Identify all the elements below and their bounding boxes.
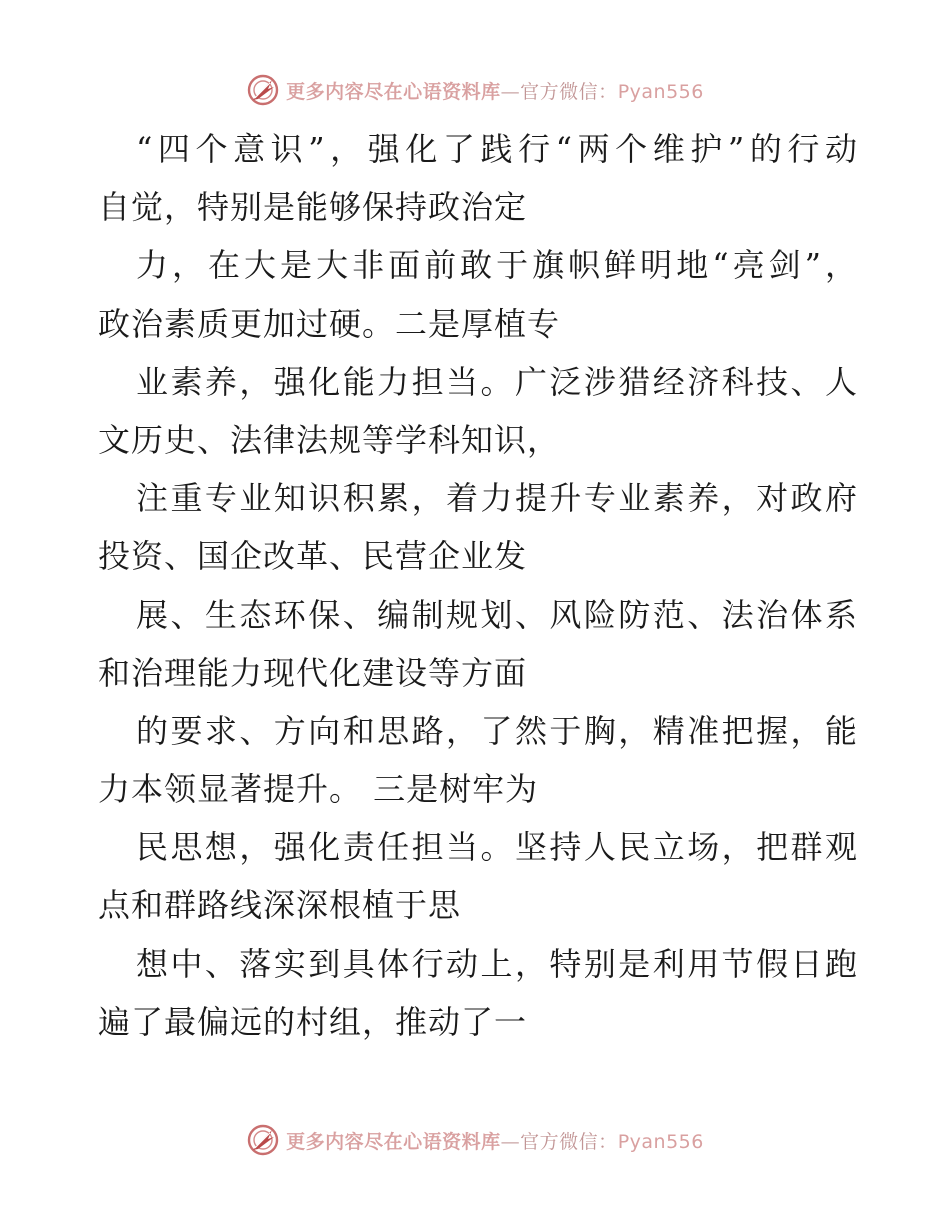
banner-wechat-label: 官方微信： <box>520 80 618 103</box>
text-line: 力，在大是大非面前敢于旗帜鲜明地“亮剑”， <box>136 246 858 285</box>
text-line: 点和群路线深深根植于思 <box>98 886 462 925</box>
document-body <box>98 120 858 1051</box>
text-line: 投资、国企改革、民营企业发 <box>98 537 528 576</box>
text-line: “四个意识”，强化了践行“两个维护”的行动 <box>136 130 858 168</box>
banner-main-text: 更多内容尽在心语资料库 <box>286 1130 501 1153</box>
text-line: 想中、落实到具体行动上，特别是利用节假日跑 <box>136 944 858 983</box>
text-line: 展、生态环保、编制规划、风险防范、法治体系 <box>136 595 858 634</box>
text-line: 的要求、方向和思路，了然于胸，精准把握，能 <box>136 711 858 750</box>
text-line: 业素养，强化能力担当。广泛涉猎经济科技、人 <box>136 362 858 401</box>
text-line: 注重专业知识积累，着力提升专业素养，对政府 <box>136 479 858 518</box>
banner-dash: — <box>500 80 521 103</box>
banner-dash: — <box>500 1130 521 1153</box>
banner-wechat-id: Pyan556 <box>617 1130 704 1153</box>
text-line: 自觉，特别是能够保持政治定 <box>98 188 528 227</box>
feather-logo-icon <box>246 1123 280 1157</box>
feather-logo-icon <box>246 73 280 107</box>
banner-wechat-label: 官方微信： <box>520 1130 618 1153</box>
text-line: 民思想，强化责任担当。坚持人民立场，把群观 <box>136 828 858 867</box>
banner-main-text: 更多内容尽在心语资料库 <box>286 80 501 103</box>
text-line: 遍了最偏远的村组，推动了一 <box>98 1002 528 1041</box>
header-banner <box>0 70 950 110</box>
banner-wechat-id: Pyan556 <box>617 80 704 103</box>
text-line: 文历史、法律法规等学科知识， <box>98 420 561 459</box>
text-line: 力本领显著提升。 三是树牢为 <box>98 770 539 809</box>
footer-banner <box>0 1120 950 1160</box>
text-line: 政治素质更加过硬。二是厚植专 <box>98 304 561 343</box>
text-line: 和治理能力现代化建设等方面 <box>98 653 528 692</box>
